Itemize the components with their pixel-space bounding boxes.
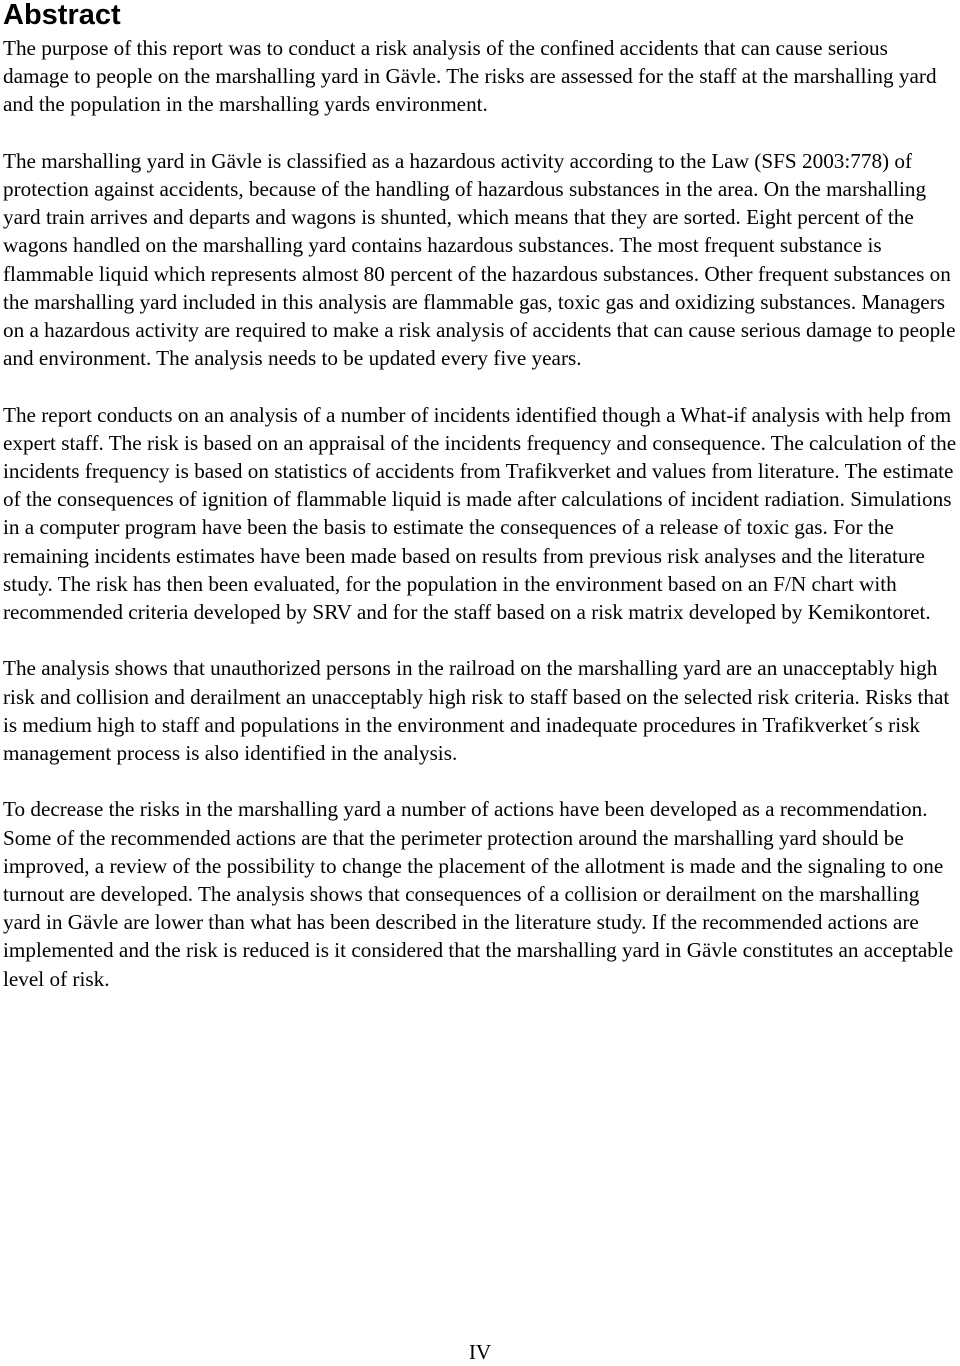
document-page (3, 0, 957, 993)
paragraph-gap (3, 626, 957, 654)
paragraph-gap (3, 767, 957, 795)
abstract-paragraph-1: The purpose of this report was to conduct a risk analysis of the confined accidents that can cause serious damage to people on the marshalling yard in Gävle. The risks are assessed for the staff at the marshalling yard and the population in the marshalling yards environment. (3, 36, 937, 117)
abstract-paragraph-3: The report conducts on an analysis of a number of incidents identified though a What-if analysis with help from expert staff. The risk is based on an appraisal of the incidents frequency and consequence. The calculation of the incidents frequency is based on statistics of accidents from Trafikverket and values from literature. The estimate of the consequences of ignition of flammable liquid is made after calculations of incident radiation. Simulations in a computer program have been the basis to estimate the consequences of a release of toxic gas. For the remaining incidents estimates have been made based on results from previous risk analyses and the literature study. The risk has then been evaluated, for the population in the environment based on an F/N chart with recommended criteria developed by SRV and for the staff based on a risk matrix developed by Kemikontoret. (3, 402, 957, 625)
abstract-paragraph-5: To decrease the risks in the marshalling yard a number of actions have been developed as a recommendation. Some of the recommended actions are that the perimeter protection around the marshalling yard should be improved, a review of the possibility to change the placement of the allotment is made and the signaling to one turnout are developed. The analysis shows that consequences of a collision or derailment on the marshalling yard in Gävle are lower than what has been described in the literature study. If the recommended actions are implemented and the risk is reduced is it considered that the marshalling yard in Gävle constitutes an acceptable level of risk. (3, 797, 954, 991)
abstract-paragraph-4: The analysis shows that unauthorized persons in the railroad on the marshalling yard are an unacceptably high risk and collision and derailment an unacceptably high risk to staff based on the selected risk criteria. Risks that is medium high to staff and populations in the environment and inadequate procedures in Trafikverket´s risk management process is also identified in the analysis. (3, 656, 950, 766)
paragraph-gap (3, 372, 957, 400)
paragraph-gap (3, 119, 957, 147)
page-number: IV (468, 1340, 492, 1364)
abstract-paragraph-2: The marshalling yard in Gävle is classified as a hazardous activity according to the Law (SFS 2003:778) of protection against accidents, because of the handling of hazardous substances in the area. On the marshalling yard train arrives and departs and wagons is shunted, which means that they are sorted. Eight percent of the wagons handled on the marshalling yard contains hazardous substances. The most frequent substance is flammable liquid which represents almost 80 percent of the hazardous substances. Other frequent substances on the marshalling yard included in this analysis are flammable gas, toxic gas and oxidizing substances. Managers on a hazardous activity are required to make a risk analysis of accidents that can cause serious damage to people and environment. The analysis needs to be updated every five years. (3, 148, 956, 371)
section-heading: Abstract (3, 0, 121, 31)
